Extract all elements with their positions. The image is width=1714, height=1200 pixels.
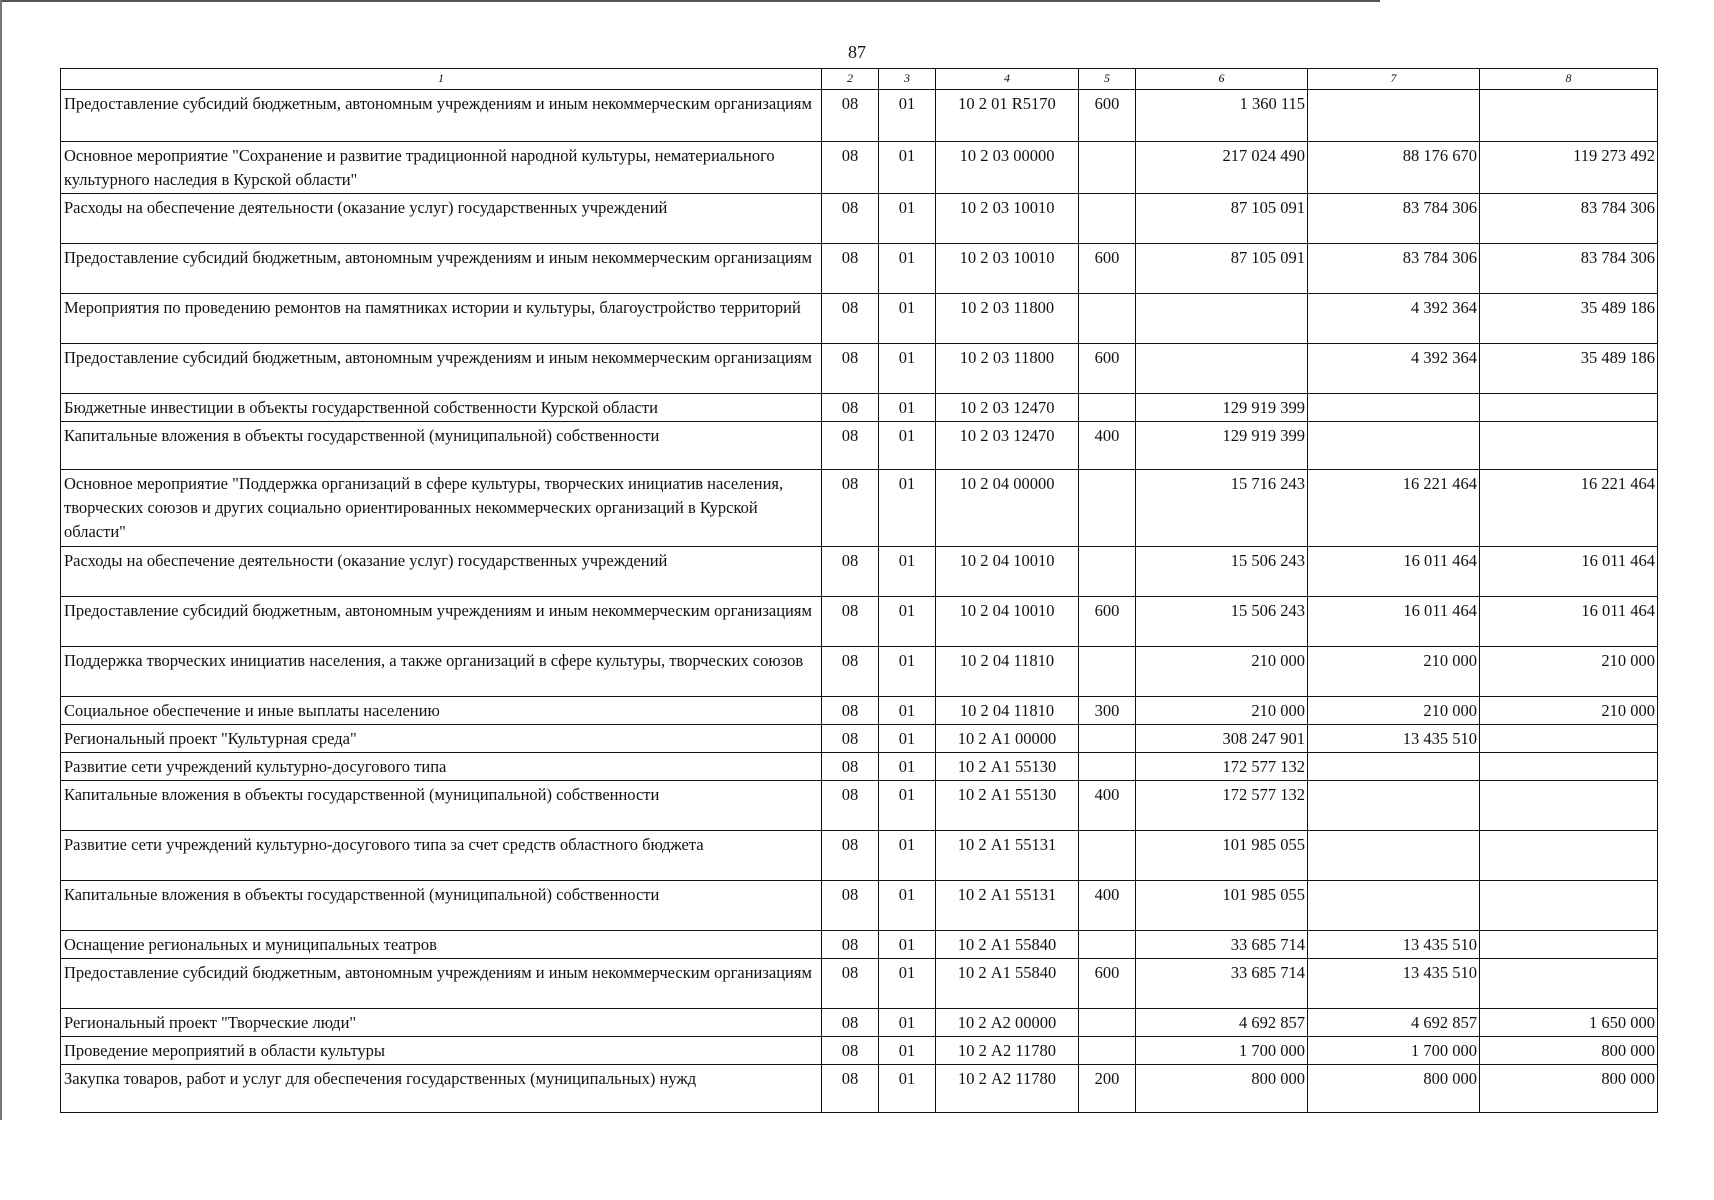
row-target-article: 10 2 А1 55131 bbox=[936, 831, 1079, 881]
row-name: Закупка товаров, работ и услуг для обеспечения государственных (муниципальных) нужд bbox=[61, 1065, 822, 1113]
row-amount-col6: 1 700 000 bbox=[1136, 1037, 1308, 1065]
row-section: 08 bbox=[822, 781, 879, 831]
row-section: 08 bbox=[822, 697, 879, 725]
row-amount-col6: 172 577 132 bbox=[1136, 781, 1308, 831]
table-row bbox=[61, 422, 1658, 470]
row-amount-col8: 83 784 306 bbox=[1480, 194, 1658, 244]
row-amount-col8: 800 000 bbox=[1480, 1037, 1658, 1065]
table-row bbox=[61, 394, 1658, 422]
row-amount-col7: 83 784 306 bbox=[1308, 244, 1480, 294]
table-body bbox=[61, 90, 1658, 1113]
row-amount-col6: 87 105 091 bbox=[1136, 194, 1308, 244]
row-name: Оснащение региональных и муниципальных театров bbox=[61, 931, 822, 959]
row-target-article: 10 2 04 10010 bbox=[936, 547, 1079, 597]
column-header-3: 3 bbox=[879, 69, 936, 90]
row-target-article: 10 2 03 10010 bbox=[936, 194, 1079, 244]
table-row bbox=[61, 90, 1658, 142]
row-target-article: 10 2 03 12470 bbox=[936, 422, 1079, 470]
row-amount-col7 bbox=[1308, 90, 1480, 142]
row-amount-col8 bbox=[1480, 394, 1658, 422]
row-section: 08 bbox=[822, 647, 879, 697]
row-name: Расходы на обеспечение деятельности (оказание услуг) государственных учреждений bbox=[61, 547, 822, 597]
row-amount-col8 bbox=[1480, 831, 1658, 881]
row-target-article: 10 2 03 00000 bbox=[936, 142, 1079, 194]
table-row bbox=[61, 753, 1658, 781]
row-name: Бюджетные инвестиции в объекты государственной собственности Курской области bbox=[61, 394, 822, 422]
row-amount-col6: 101 985 055 bbox=[1136, 881, 1308, 931]
row-section: 08 bbox=[822, 1009, 879, 1037]
row-amount-col8 bbox=[1480, 753, 1658, 781]
table-row bbox=[61, 831, 1658, 881]
row-expense-type bbox=[1079, 831, 1136, 881]
budget-table-container bbox=[60, 68, 1657, 1113]
table-row bbox=[61, 725, 1658, 753]
row-section: 08 bbox=[822, 881, 879, 931]
row-subsection: 01 bbox=[879, 781, 936, 831]
row-subsection: 01 bbox=[879, 725, 936, 753]
row-target-article: 10 2 А1 55130 bbox=[936, 781, 1079, 831]
row-name: Региональный проект "Культурная среда" bbox=[61, 725, 822, 753]
row-amount-col7: 13 435 510 bbox=[1308, 931, 1480, 959]
row-subsection: 01 bbox=[879, 881, 936, 931]
row-amount-col8: 1 650 000 bbox=[1480, 1009, 1658, 1037]
table-row bbox=[61, 647, 1658, 697]
row-subsection: 01 bbox=[879, 1065, 936, 1113]
row-name: Предоставление субсидий бюджетным, автономным учреждениям и иным некоммерческим организациям bbox=[61, 90, 822, 142]
scan-edge-left bbox=[0, 0, 2, 1120]
row-amount-col7 bbox=[1308, 781, 1480, 831]
row-amount-col8 bbox=[1480, 422, 1658, 470]
row-subsection: 01 bbox=[879, 959, 936, 1009]
row-expense-type bbox=[1079, 194, 1136, 244]
row-amount-col8 bbox=[1480, 781, 1658, 831]
row-section: 08 bbox=[822, 394, 879, 422]
row-amount-col6: 129 919 399 bbox=[1136, 394, 1308, 422]
row-amount-col6: 800 000 bbox=[1136, 1065, 1308, 1113]
row-name: Региональный проект "Творческие люди" bbox=[61, 1009, 822, 1037]
row-name: Капитальные вложения в объекты государственной (муниципальной) собственности bbox=[61, 881, 822, 931]
row-amount-col7 bbox=[1308, 831, 1480, 881]
row-expense-type: 200 bbox=[1079, 1065, 1136, 1113]
row-amount-col6: 33 685 714 bbox=[1136, 959, 1308, 1009]
row-subsection: 01 bbox=[879, 470, 936, 547]
row-amount-col6: 33 685 714 bbox=[1136, 931, 1308, 959]
row-amount-col6 bbox=[1136, 344, 1308, 394]
row-amount-col7: 1 700 000 bbox=[1308, 1037, 1480, 1065]
row-subsection: 01 bbox=[879, 647, 936, 697]
row-expense-type bbox=[1079, 470, 1136, 547]
row-expense-type: 600 bbox=[1079, 959, 1136, 1009]
row-subsection: 01 bbox=[879, 244, 936, 294]
row-section: 08 bbox=[822, 244, 879, 294]
row-amount-col7: 800 000 bbox=[1308, 1065, 1480, 1113]
row-expense-type bbox=[1079, 142, 1136, 194]
row-expense-type bbox=[1079, 647, 1136, 697]
row-section: 08 bbox=[822, 931, 879, 959]
row-target-article: 10 2 03 11800 bbox=[936, 344, 1079, 394]
row-amount-col7: 16 221 464 bbox=[1308, 470, 1480, 547]
row-section: 08 bbox=[822, 753, 879, 781]
row-subsection: 01 bbox=[879, 394, 936, 422]
row-name: Предоставление субсидий бюджетным, автономным учреждениям и иным некоммерческим организациям bbox=[61, 344, 822, 394]
row-amount-col8: 119 273 492 bbox=[1480, 142, 1658, 194]
row-amount-col6: 129 919 399 bbox=[1136, 422, 1308, 470]
row-name: Капитальные вложения в объекты государственной (муниципальной) собственности bbox=[61, 422, 822, 470]
row-amount-col7 bbox=[1308, 422, 1480, 470]
row-expense-type bbox=[1079, 1037, 1136, 1065]
row-subsection: 01 bbox=[879, 1009, 936, 1037]
row-name: Предоставление субсидий бюджетным, автономным учреждениям и иным некоммерческим организациям bbox=[61, 597, 822, 647]
row-amount-col8 bbox=[1480, 931, 1658, 959]
column-header-7: 7 bbox=[1308, 69, 1480, 90]
row-name: Мероприятия по проведению ремонтов на памятниках истории и культуры, благоустройство территорий bbox=[61, 294, 822, 344]
table-row bbox=[61, 294, 1658, 344]
table-row bbox=[61, 1065, 1658, 1113]
row-amount-col7: 4 392 364 bbox=[1308, 294, 1480, 344]
row-name: Основное мероприятие "Сохранение и развитие традиционной народной культуры, нематериального культурного наследия в Курской области" bbox=[61, 142, 822, 194]
row-amount-col6: 210 000 bbox=[1136, 697, 1308, 725]
row-name: Проведение мероприятий в области культуры bbox=[61, 1037, 822, 1065]
table-row bbox=[61, 697, 1658, 725]
table-row bbox=[61, 1009, 1658, 1037]
row-subsection: 01 bbox=[879, 597, 936, 647]
row-amount-col8 bbox=[1480, 959, 1658, 1009]
row-target-article: 10 2 А1 55131 bbox=[936, 881, 1079, 931]
row-name: Расходы на обеспечение деятельности (оказание услуг) государственных учреждений bbox=[61, 194, 822, 244]
row-section: 08 bbox=[822, 344, 879, 394]
row-amount-col7: 210 000 bbox=[1308, 647, 1480, 697]
column-header-1: 1 bbox=[61, 69, 822, 90]
row-amount-col6: 15 716 243 bbox=[1136, 470, 1308, 547]
row-target-article: 10 2 А2 11780 bbox=[936, 1065, 1079, 1113]
row-name: Предоставление субсидий бюджетным, автономным учреждениям и иным некоммерческим организациям bbox=[61, 244, 822, 294]
table-row bbox=[61, 881, 1658, 931]
row-amount-col8 bbox=[1480, 725, 1658, 753]
row-expense-type: 600 bbox=[1079, 244, 1136, 294]
table-row bbox=[61, 959, 1658, 1009]
row-subsection: 01 bbox=[879, 294, 936, 344]
row-target-article: 10 2 01 R5170 bbox=[936, 90, 1079, 142]
table-row bbox=[61, 194, 1658, 244]
table-row bbox=[61, 344, 1658, 394]
row-amount-col8: 16 221 464 bbox=[1480, 470, 1658, 547]
row-name: Развитие сети учреждений культурно-досугового типа bbox=[61, 753, 822, 781]
row-expense-type bbox=[1079, 394, 1136, 422]
row-section: 08 bbox=[822, 831, 879, 881]
row-amount-col8: 16 011 464 bbox=[1480, 597, 1658, 647]
row-section: 08 bbox=[822, 1065, 879, 1113]
row-section: 08 bbox=[822, 142, 879, 194]
row-target-article: 10 2 А1 55840 bbox=[936, 959, 1079, 1009]
row-target-article: 10 2 04 11810 bbox=[936, 697, 1079, 725]
row-expense-type bbox=[1079, 294, 1136, 344]
row-subsection: 01 bbox=[879, 344, 936, 394]
row-amount-col7: 13 435 510 bbox=[1308, 959, 1480, 1009]
table-row bbox=[61, 931, 1658, 959]
row-amount-col7 bbox=[1308, 394, 1480, 422]
row-expense-type bbox=[1079, 725, 1136, 753]
row-subsection: 01 bbox=[879, 547, 936, 597]
row-expense-type bbox=[1079, 931, 1136, 959]
row-amount-col6: 210 000 bbox=[1136, 647, 1308, 697]
row-subsection: 01 bbox=[879, 194, 936, 244]
row-subsection: 01 bbox=[879, 831, 936, 881]
table-row bbox=[61, 1037, 1658, 1065]
row-amount-col7: 210 000 bbox=[1308, 697, 1480, 725]
row-expense-type: 300 bbox=[1079, 697, 1136, 725]
row-subsection: 01 bbox=[879, 931, 936, 959]
row-amount-col7: 4 392 364 bbox=[1308, 344, 1480, 394]
row-expense-type bbox=[1079, 753, 1136, 781]
row-section: 08 bbox=[822, 959, 879, 1009]
row-amount-col8: 16 011 464 bbox=[1480, 547, 1658, 597]
table-row bbox=[61, 597, 1658, 647]
budget-table bbox=[60, 68, 1658, 1113]
row-target-article: 10 2 А2 11780 bbox=[936, 1037, 1079, 1065]
row-amount-col6: 1 360 115 bbox=[1136, 90, 1308, 142]
table-row bbox=[61, 547, 1658, 597]
row-amount-col7: 13 435 510 bbox=[1308, 725, 1480, 753]
row-amount-col6 bbox=[1136, 294, 1308, 344]
table-row bbox=[61, 781, 1658, 831]
row-amount-col6: 308 247 901 bbox=[1136, 725, 1308, 753]
row-expense-type: 400 bbox=[1079, 781, 1136, 831]
row-target-article: 10 2 03 12470 bbox=[936, 394, 1079, 422]
row-amount-col8: 83 784 306 bbox=[1480, 244, 1658, 294]
row-amount-col7 bbox=[1308, 753, 1480, 781]
row-section: 08 bbox=[822, 725, 879, 753]
column-number-row bbox=[61, 69, 1658, 90]
row-expense-type: 400 bbox=[1079, 422, 1136, 470]
table-row bbox=[61, 244, 1658, 294]
row-amount-col7: 16 011 464 bbox=[1308, 547, 1480, 597]
table-row bbox=[61, 142, 1658, 194]
row-subsection: 01 bbox=[879, 1037, 936, 1065]
row-expense-type: 600 bbox=[1079, 597, 1136, 647]
page-number: 87 bbox=[848, 42, 866, 62]
row-amount-col7: 83 784 306 bbox=[1308, 194, 1480, 244]
row-expense-type bbox=[1079, 547, 1136, 597]
row-target-article: 10 2 А1 55840 bbox=[936, 931, 1079, 959]
row-subsection: 01 bbox=[879, 422, 936, 470]
row-expense-type: 400 bbox=[1079, 881, 1136, 931]
row-subsection: 01 bbox=[879, 753, 936, 781]
row-subsection: 01 bbox=[879, 90, 936, 142]
row-section: 08 bbox=[822, 597, 879, 647]
row-subsection: 01 bbox=[879, 142, 936, 194]
row-section: 08 bbox=[822, 90, 879, 142]
row-target-article: 10 2 А1 55130 bbox=[936, 753, 1079, 781]
row-expense-type: 600 bbox=[1079, 90, 1136, 142]
row-amount-col8: 35 489 186 bbox=[1480, 294, 1658, 344]
row-amount-col8: 210 000 bbox=[1480, 697, 1658, 725]
row-amount-col7 bbox=[1308, 881, 1480, 931]
row-target-article: 10 2 03 11800 bbox=[936, 294, 1079, 344]
row-name: Развитие сети учреждений культурно-досугового типа за счет средств областного бюджета bbox=[61, 831, 822, 881]
row-amount-col7: 16 011 464 bbox=[1308, 597, 1480, 647]
scan-edge-top bbox=[0, 0, 1380, 2]
row-section: 08 bbox=[822, 294, 879, 344]
row-amount-col6: 4 692 857 bbox=[1136, 1009, 1308, 1037]
row-amount-col8: 35 489 186 bbox=[1480, 344, 1658, 394]
table-row bbox=[61, 470, 1658, 547]
row-expense-type bbox=[1079, 1009, 1136, 1037]
row-amount-col6: 101 985 055 bbox=[1136, 831, 1308, 881]
column-header-5: 5 bbox=[1079, 69, 1136, 90]
row-target-article: 10 2 03 10010 bbox=[936, 244, 1079, 294]
row-section: 08 bbox=[822, 422, 879, 470]
row-name: Предоставление субсидий бюджетным, автономным учреждениям и иным некоммерческим организациям bbox=[61, 959, 822, 1009]
row-target-article: 10 2 04 11810 bbox=[936, 647, 1079, 697]
row-section: 08 bbox=[822, 194, 879, 244]
row-name: Капитальные вложения в объекты государственной (муниципальной) собственности bbox=[61, 781, 822, 831]
row-target-article: 10 2 04 00000 bbox=[936, 470, 1079, 547]
row-amount-col7: 88 176 670 bbox=[1308, 142, 1480, 194]
row-subsection: 01 bbox=[879, 697, 936, 725]
row-amount-col7: 4 692 857 bbox=[1308, 1009, 1480, 1037]
row-expense-type: 600 bbox=[1079, 344, 1136, 394]
row-amount-col8: 800 000 bbox=[1480, 1065, 1658, 1113]
row-amount-col6: 87 105 091 bbox=[1136, 244, 1308, 294]
column-header-2: 2 bbox=[822, 69, 879, 90]
row-target-article: 10 2 А2 00000 bbox=[936, 1009, 1079, 1037]
row-section: 08 bbox=[822, 470, 879, 547]
row-amount-col8 bbox=[1480, 90, 1658, 142]
row-name: Основное мероприятие "Поддержка организаций в сфере культуры, творческих инициатив населения, творческих союзов и других социально ориентированных некоммерческих организаций в Курской области" bbox=[61, 470, 822, 547]
row-amount-col8: 210 000 bbox=[1480, 647, 1658, 697]
row-amount-col8 bbox=[1480, 881, 1658, 931]
row-section: 08 bbox=[822, 1037, 879, 1065]
row-name: Поддержка творческих инициатив населения, а также организаций в сфере культуры, творческих союзов bbox=[61, 647, 822, 697]
row-target-article: 10 2 А1 00000 bbox=[936, 725, 1079, 753]
row-amount-col6: 15 506 243 bbox=[1136, 547, 1308, 597]
row-amount-col6: 15 506 243 bbox=[1136, 597, 1308, 647]
column-header-8: 8 bbox=[1480, 69, 1658, 90]
row-amount-col6: 217 024 490 bbox=[1136, 142, 1308, 194]
column-header-4: 4 bbox=[936, 69, 1079, 90]
row-target-article: 10 2 04 10010 bbox=[936, 597, 1079, 647]
column-header-6: 6 bbox=[1136, 69, 1308, 90]
row-section: 08 bbox=[822, 547, 879, 597]
row-name: Социальное обеспечение и иные выплаты населению bbox=[61, 697, 822, 725]
row-amount-col6: 172 577 132 bbox=[1136, 753, 1308, 781]
